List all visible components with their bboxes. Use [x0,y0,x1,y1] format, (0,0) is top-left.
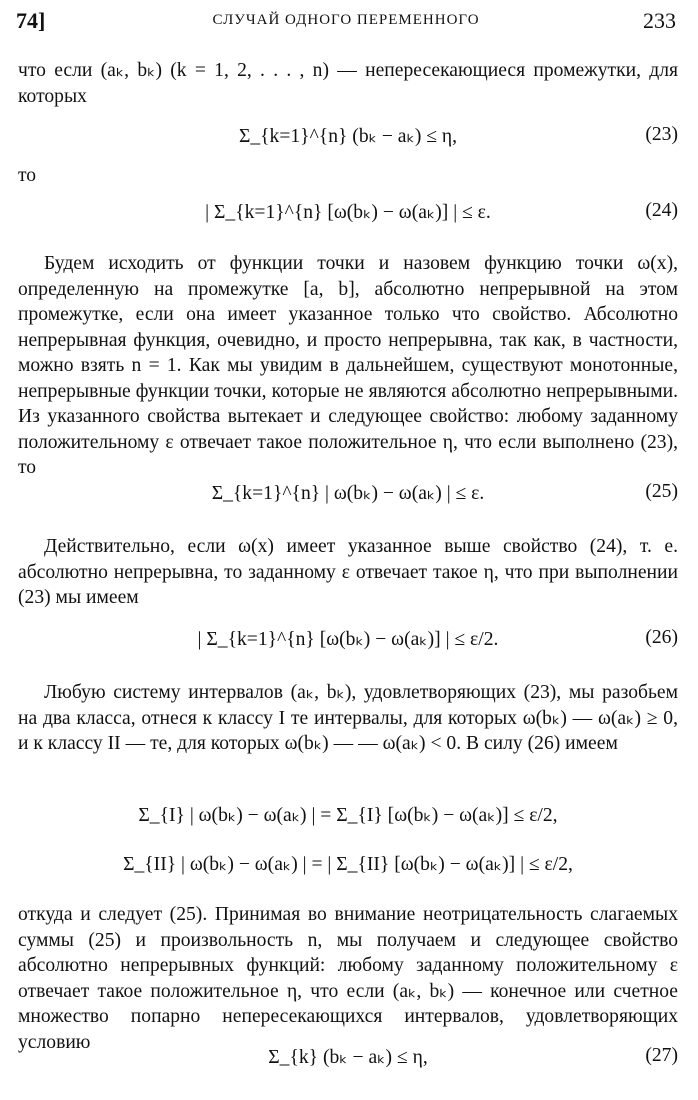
equation-number: (27) [645,1045,678,1066]
paragraph-to: то [18,165,37,186]
formula-26-math: | Σ_{k=1}^{n} [ω(bₖ) − ω(aₖ)] | ≤ ε/2. [197,629,499,650]
paragraph-proof: Действительно, если ω(x) имеет указанное выше свойство (24), т. е. абсолютно непрерывна, то заданному ε отвечает такое η, что при выполнении (23) мы имеем [18,536,678,608]
paragraph-classes: Любую систему интервалов (aₖ, bₖ), удовлетворяющих (23), мы разобьем на два класса, отнеся к классу I те интервалы, для которых ω(bₖ) — ω(aₖ) ≥ 0, и к классу II — те, для которых ω(bₖ) — — ω(aₖ) < 0. В силу (26) имеем [18,682,678,754]
formula-23-math: Σ_{k=1}^{n} (bₖ − aₖ) ≤ η, [238,126,458,147]
formula-24-math: | Σ_{k=1}^{n} [ω(bₖ) − ω(aₖ)] | ≤ ε. [205,202,491,223]
paragraph-definition: Будем исходить от функции точки и назовем функцию точки ω(x), определенную на промежутке [a, b], абсолютно непрерывной на этом промежутке, если она имеет указанное только что свойство. Абсолютно непрерывная функция, очевидно, и просто непрерывна, так как, в частности, можно взять n = 1. Как мы увидим в дальнейшем, существуют монотонные, непрерывные функции точки, которые не являются абсолютно непрерывными. Из указанного свойства вытекает и следующее свойство: любому заданному положительному ε отвечает такое положительное η, что если выполнено (23), то [18,253,678,478]
running-title: СЛУЧАЙ ОДНОГО ПЕРЕМЕННОГО [212,12,480,28]
formula-27 [18,1045,678,1071]
running-header [16,8,676,38]
page-number: 233 [643,8,676,33]
equation-number: (25) [645,481,678,502]
formula-25 [18,481,678,507]
paragraph-conclusion: откуда и следует (25). Принимая во внимание неотрицательность слагаемых суммы (25) и произвольность n, мы получаем и следующее свойство абсолютно непрерывных функций: любому заданному положительному ε отвечает такое положительное η, что если (aₖ, bₖ) — конечное или счетное множество попарно непересекающихся интервалов, удовлетворяющих условию [18,904,678,1053]
formula-class-two-math: Σ_{II} | ω(bₖ) − ω(aₖ) | = | Σ_{II} [ω(bₖ) − ω(aₖ)] | ≤ ε/2, [123,854,573,875]
formula-class-one [18,803,678,829]
formula-23 [18,124,678,150]
formula-24 [18,200,678,226]
formula-27-math: Σ_{k} (bₖ − aₖ) ≤ η, [268,1047,428,1068]
section-number: 74] [16,8,46,33]
formula-class-two [18,852,678,878]
equation-number: (23) [645,124,678,145]
equation-number: (24) [645,200,678,221]
formula-26 [18,627,678,653]
paragraph-intro: что если (aₖ, bₖ) (k = 1, 2, . . . , n) — непересекающиеся промежутки, для которых [18,60,678,107]
formula-class-one-math: Σ_{I} | ω(bₖ) − ω(aₖ) | = Σ_{I} [ω(bₖ) − ω(aₖ)] ≤ ε/2, [138,805,558,826]
equation-number: (26) [645,627,678,648]
formula-25-math: Σ_{k=1}^{n} | ω(bₖ) − ω(aₖ) | ≤ ε. [211,483,485,504]
